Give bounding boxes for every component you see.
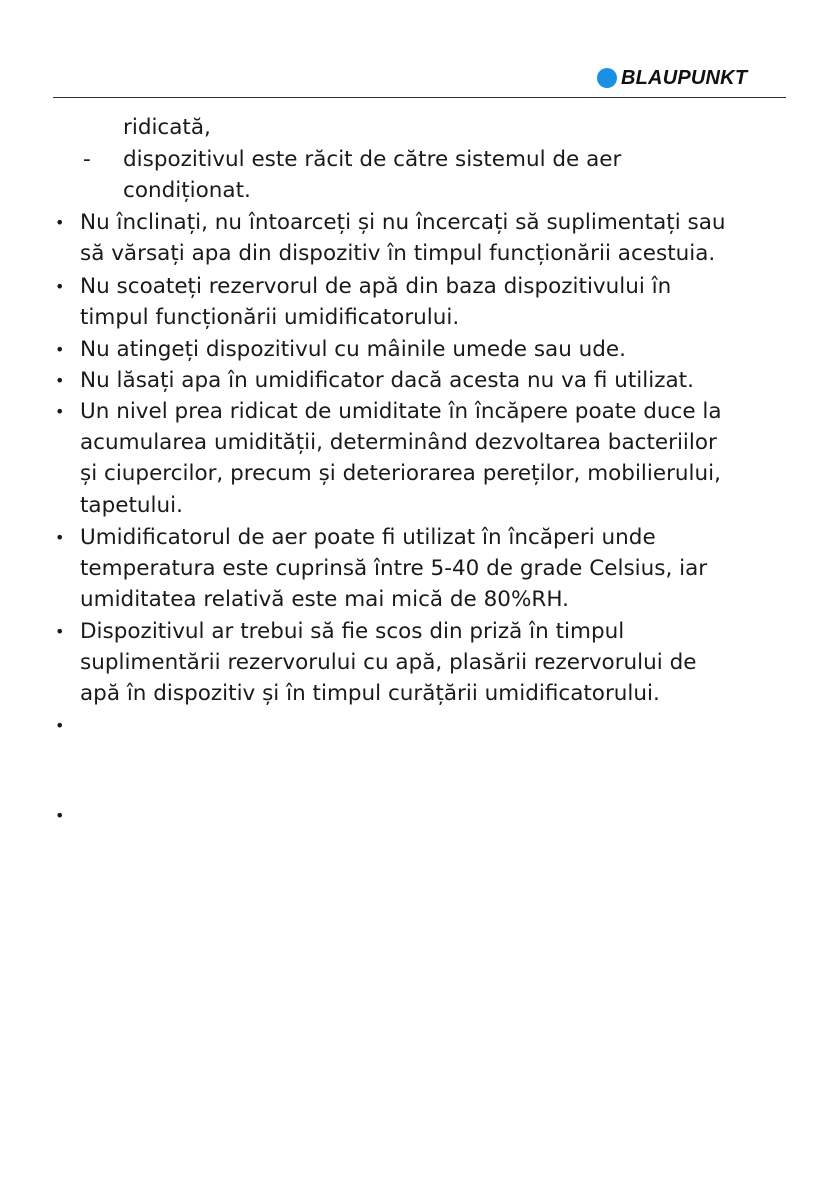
list-item-line: Un nivel prea ridicat de umiditate în încăpere poate duce la — [80, 399, 722, 424]
brand-logo — [597, 68, 747, 88]
list-item-line: Nu înclinați, nu întoarceți și nu încercați să suplimentați sau — [80, 210, 726, 235]
list-item-line: apă în dispozitiv și în timpul curățării umidificatorului. — [80, 681, 660, 706]
list-item-line: să vărsați apa din dispozitiv în timpul funcționării acestuia. — [80, 241, 716, 266]
list-item-line: acumularea umidității, determinând dezvoltarea bacteriilor — [80, 430, 717, 455]
dash-marker: - — [83, 147, 91, 172]
list-item-line: Umidificatorul de aer poate fi utilizat în încăperi unde — [80, 525, 656, 550]
dash-item-line-2: condiționat. — [123, 178, 251, 203]
bullet-marker: • — [55, 402, 65, 421]
header-divider — [53, 97, 786, 98]
bullet-marker: • — [55, 277, 65, 296]
page-header — [0, 0, 839, 100]
brand-name: BLAUPUNKT — [621, 67, 748, 89]
list-item-line: Dispozitivul ar trebui să fie scos din priză în timpul — [80, 619, 625, 644]
list-item-line: Nu lăsați apa în umidificator dacă acesta nu va fi utilizat. — [80, 368, 694, 393]
list-item-line: umiditatea relativă este mai mică de 80%RH. — [80, 587, 569, 612]
list-item-line: Nu atingeți dispozitivul cu mâinile umede sau ude. — [80, 337, 626, 362]
list-item-line: tapetului. — [80, 493, 183, 518]
list-item-line: suplimentării rezervorului cu apă, plasării rezervorului de — [80, 650, 697, 675]
bullet-marker: • — [55, 371, 65, 390]
continued-line: ridicată, — [123, 115, 211, 140]
list-item-line: Nu scoateți rezervorul de apă din baza dispozitivului în — [80, 274, 672, 299]
bullet-marker: • — [55, 340, 65, 359]
list-item-line: timpul funcționării umidificatorului. — [80, 305, 460, 330]
list-item-line: temperatura este cuprinsă între 5-40 de grade Celsius, iar — [80, 556, 708, 581]
bullet-marker: • — [55, 622, 65, 641]
brand-dot-icon — [597, 68, 617, 88]
dash-item-line-1: dispozitivul este răcit de către sistemul de aer — [123, 147, 622, 172]
list-item-line: și ciupercilor, precum și deteriorarea pereților, mobilierului, — [80, 461, 721, 486]
bullet-marker: • — [55, 528, 65, 547]
bullet-marker-empty: • — [55, 716, 65, 735]
bullet-marker: • — [55, 213, 65, 232]
bullet-marker-empty: • — [55, 806, 65, 825]
